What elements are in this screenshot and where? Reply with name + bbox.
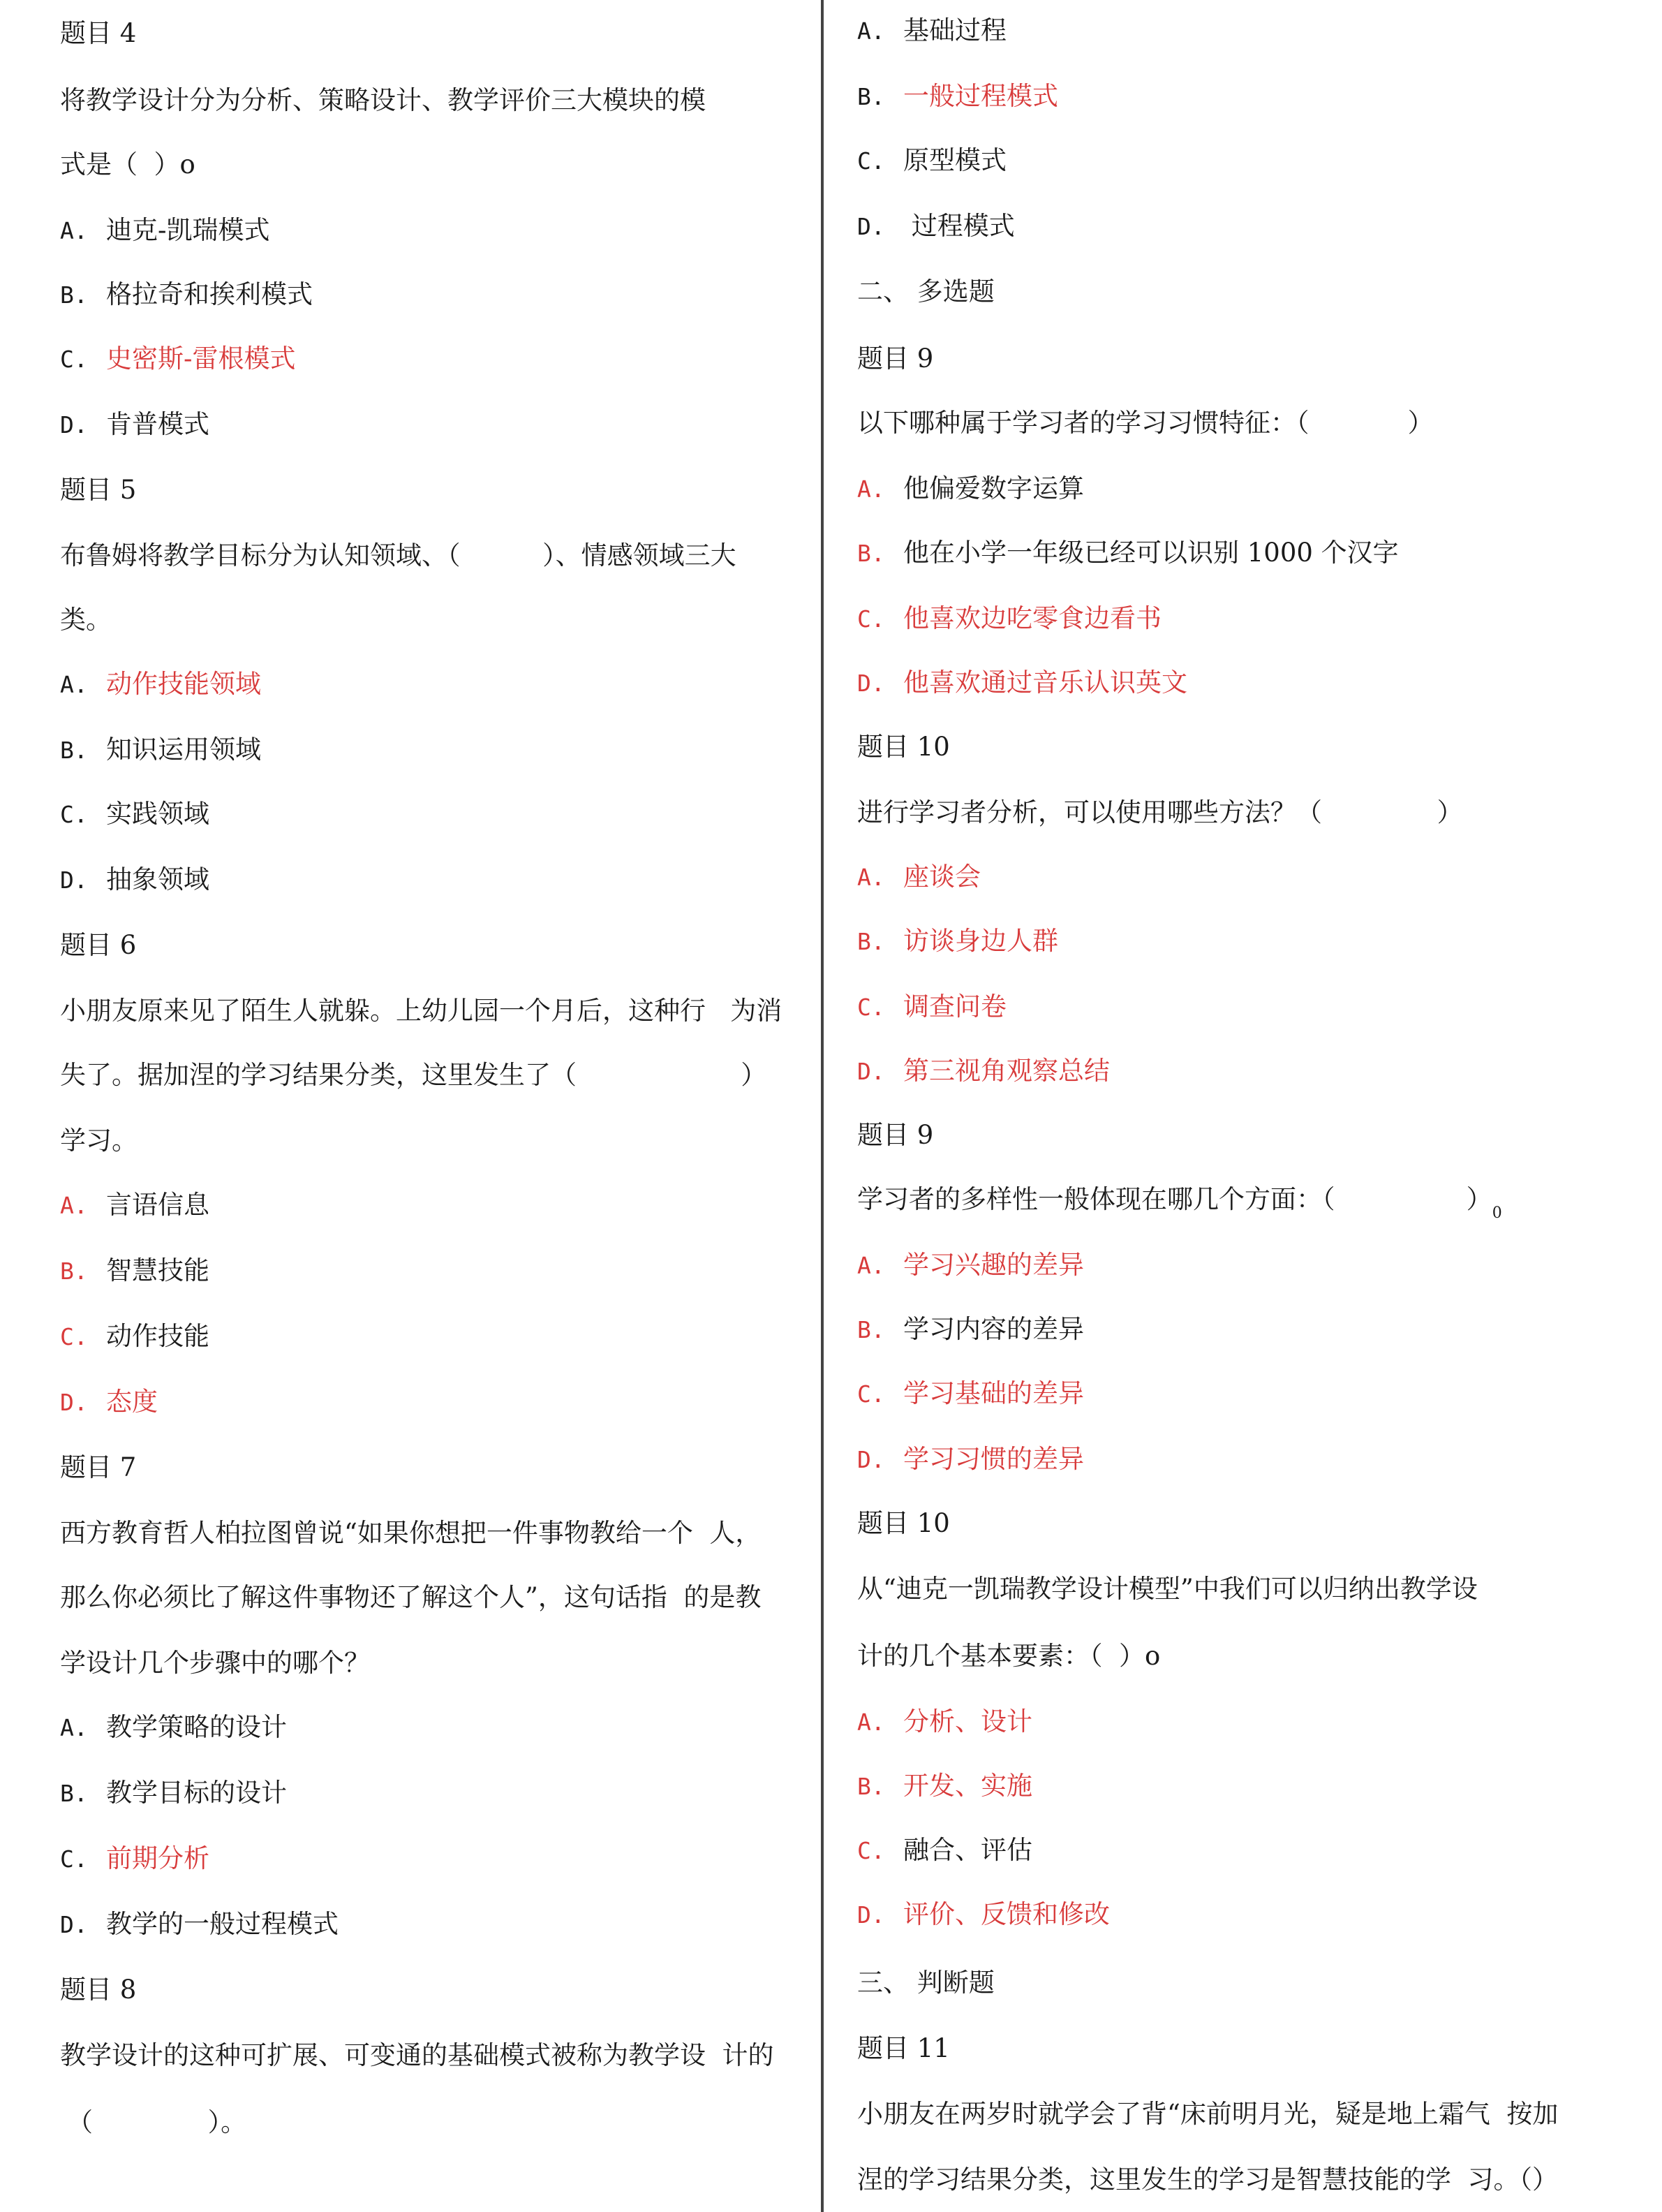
option-letter: A.: [857, 1709, 885, 1736]
option-text: 原型模式: [903, 145, 1007, 175]
option-letter: D.: [857, 1901, 885, 1929]
option-letter: D.: [857, 213, 885, 240]
option-text: 言语信息: [106, 1190, 209, 1220]
option-letter: D.: [60, 1911, 88, 1938]
option-d: [857, 1443, 1084, 1476]
option-a: [857, 1248, 1084, 1282]
option-letter: C.: [857, 605, 885, 633]
question-stem: [857, 1183, 1502, 1222]
question-stem: 类。: [60, 605, 112, 635]
question-title: 题目 5: [60, 475, 137, 505]
option-letter: C.: [857, 994, 885, 1021]
option-text-answer: 学习兴趣的差异: [903, 1250, 1084, 1280]
option-text: 学习内容的差异: [903, 1314, 1084, 1344]
option-c: [857, 990, 1007, 1024]
option-letter: A.: [857, 475, 885, 503]
option-text-answer: 调查问卷: [903, 991, 1007, 1022]
option-a: [60, 1188, 209, 1222]
option-text: 教学目标的设计: [106, 1778, 287, 1808]
option-text: 动作技能: [106, 1321, 209, 1351]
option-c: [857, 1834, 1032, 1867]
option-letter: D.: [857, 670, 885, 697]
option-a: [857, 860, 981, 894]
question-stem: （ ）。: [67, 2107, 247, 2137]
option-letter: B.: [60, 1258, 88, 1285]
option-letter: A.: [857, 17, 885, 45]
option-c: [60, 797, 209, 831]
option-c: [60, 342, 296, 376]
question-stem: 式是（ ）o: [60, 149, 195, 179]
option-letter: C.: [60, 346, 88, 373]
option-text-answer: 开发、实施: [903, 1771, 1032, 1801]
option-letter: C.: [857, 1837, 885, 1864]
option-text: 格拉奇和挨利模式: [106, 279, 313, 309]
question-stem: 从“迪克一凯瑞教学设计模型”中我们可以归纳出教学设: [857, 1574, 1478, 1604]
option-letter: A.: [60, 1714, 88, 1741]
option-d: [857, 1054, 1110, 1088]
option-text-answer: 史密斯-雷根模式: [106, 344, 296, 374]
option-text: 智慧技能: [106, 1255, 209, 1285]
option-text-answer: 他喜欢通过音乐认识英文: [903, 668, 1187, 698]
option-text-answer: 分析、设计: [903, 1706, 1032, 1737]
option-letter: B.: [857, 1773, 885, 1800]
option-a: [60, 214, 270, 247]
option-c: [857, 144, 1007, 177]
option-text: 融合、评估: [903, 1835, 1032, 1865]
question-stem: 西方教育哲人柏拉图曾说“如果你想把一件事物教给一个 人，: [60, 1518, 762, 1548]
option-text: 迪克-凯瑞模式: [106, 215, 270, 245]
option-letter: D.: [857, 1446, 885, 1473]
option-c: [60, 1320, 209, 1353]
option-text-answer: 访谈身边人群: [903, 926, 1058, 956]
question-stem: 学设计几个步骤中的哪个？: [60, 1648, 370, 1678]
option-c: [60, 1842, 209, 1875]
option-b: [60, 1254, 209, 1288]
option-c: [857, 602, 1162, 635]
question-stem: 计的几个基本要素：（ ）o: [857, 1641, 1161, 1671]
option-a: [857, 472, 1084, 506]
question-stem: 将教学设计分为分析、策略设计、教学评价三大模块的模: [60, 85, 706, 115]
option-letter: B.: [60, 281, 88, 309]
option-letter: B.: [857, 928, 885, 955]
option-letter: A.: [60, 671, 88, 698]
option-b: [857, 80, 1058, 113]
question-stem: 失了。据加涅的学习结果分类，这里发生了（ ）: [60, 1060, 767, 1090]
option-text: 基础过程: [903, 15, 1007, 45]
option-text-answer: 第三视角观察总结: [903, 1056, 1110, 1086]
option-d: [857, 666, 1187, 700]
question-stem: 布鲁姆将教学目标分为认知领域、（ ）、情感领域三大: [60, 540, 736, 570]
option-text-answer: 一般过程模式: [903, 81, 1058, 111]
option-text-answer: 前期分析: [106, 1843, 209, 1873]
question-title: 题目 10: [857, 732, 950, 762]
option-d: [857, 209, 1015, 243]
option-letter: D.: [857, 1058, 885, 1085]
option-d: [60, 1385, 158, 1419]
option-letter: D.: [60, 867, 88, 894]
option-letter: B.: [857, 540, 885, 567]
option-b: [857, 1769, 1032, 1803]
question-title: 题目 8: [60, 1975, 137, 2005]
option-text: 教学的一般过程模式: [106, 1909, 339, 1939]
option-a: [60, 1711, 287, 1744]
option-text-answer: 学习习惯的差异: [903, 1444, 1084, 1474]
option-text: 教学策略的设计: [106, 1712, 287, 1742]
option-c: [857, 1377, 1084, 1410]
option-letter: A.: [857, 1252, 885, 1279]
option-letter: A.: [857, 864, 885, 891]
option-letter: D.: [60, 1389, 88, 1416]
option-b: [60, 1776, 287, 1810]
option-letter: C.: [857, 1380, 885, 1408]
option-text-answer: 学习基础的差异: [903, 1378, 1084, 1408]
question-stem: 教学设计的这种可扩展、可变通的基础模式被称为教学设 计的: [60, 2040, 774, 2070]
option-letter: B.: [857, 1316, 885, 1343]
option-d: [60, 1908, 339, 1941]
option-a: [857, 14, 1007, 47]
option-b: [857, 924, 1058, 958]
question-title: 题目 11: [857, 2033, 950, 2063]
question-stem: 涅的学习结果分类，这里发生的学习是智慧技能的学 习。（）: [857, 2165, 1559, 2195]
option-letter: C.: [60, 1323, 88, 1350]
option-text-answer: 评价、反馈和修改: [903, 1899, 1110, 1929]
option-letter: C.: [60, 801, 88, 828]
option-b: [60, 733, 261, 767]
option-d: [857, 1898, 1110, 1931]
option-letter: D.: [60, 411, 88, 438]
option-text: 他偏爱数字运算: [903, 473, 1084, 503]
option-text: 抽象领域: [106, 864, 209, 894]
question-stem: 学习。: [60, 1126, 138, 1156]
question-stem-text: 学习者的多样性一般体现在哪几个方面：（ ）: [857, 1184, 1492, 1214]
option-letter: C.: [60, 1845, 88, 1873]
option-text: 肯普模式: [106, 409, 209, 439]
option-letter: A.: [60, 217, 88, 244]
option-b: [60, 278, 313, 311]
option-text: 过程模式: [903, 211, 1015, 241]
option-letter: B.: [857, 83, 885, 110]
option-letter: B.: [60, 1780, 88, 1807]
question-stem: 进行学习者分析，可以使用哪些方法？（ ）: [857, 797, 1463, 827]
option-a: [60, 668, 261, 701]
option-text: 他在小学一年级已经可以识别 1000 个汉字: [903, 538, 1399, 568]
question-stem: 小朋友原来见了陌生人就躲。上幼儿园一个月后，这种行 为消: [60, 996, 782, 1026]
option-b: [857, 1313, 1084, 1346]
question-stem: 以下哪种属于学习者的学习习惯特征：（ ）: [857, 408, 1434, 438]
option-letter: A.: [60, 1192, 88, 1219]
question-stem: 小朋友在两岁时就学会了背“床前明月光，疑是地上霜气 按加: [857, 2099, 1559, 2129]
option-letter: C.: [857, 147, 885, 175]
option-text-answer: 座谈会: [903, 862, 981, 892]
question-title: 题目 9: [857, 1120, 934, 1150]
column-divider: [821, 0, 824, 2212]
option-text: 知识运用领域: [106, 735, 261, 765]
option-text-answer: 动作技能领域: [106, 669, 261, 699]
question-title: 题目 4: [60, 18, 137, 48]
stem-subscript: 0: [1492, 1204, 1502, 1222]
option-a: [857, 1705, 1032, 1739]
question-title: 题目 7: [60, 1452, 137, 1482]
option-text-answer: 态度: [106, 1387, 158, 1417]
option-d: [60, 408, 209, 441]
option-letter: B.: [60, 737, 88, 764]
option-b: [857, 536, 1399, 570]
option-text-answer: 他喜欢边吃零食边看书: [903, 603, 1162, 633]
option-d: [60, 863, 209, 897]
question-stem: 那么你必须比了解这件事物还了解这个人”，这句话指 的是教: [60, 1582, 762, 1612]
section-heading: 三、 判断题: [857, 1968, 995, 1998]
question-title: 题目 6: [60, 930, 137, 960]
question-title: 题目 9: [857, 344, 934, 374]
option-text: 实践领域: [106, 799, 209, 829]
section-heading: 二、 多选题: [857, 276, 995, 307]
question-title: 题目 10: [857, 1508, 950, 1538]
